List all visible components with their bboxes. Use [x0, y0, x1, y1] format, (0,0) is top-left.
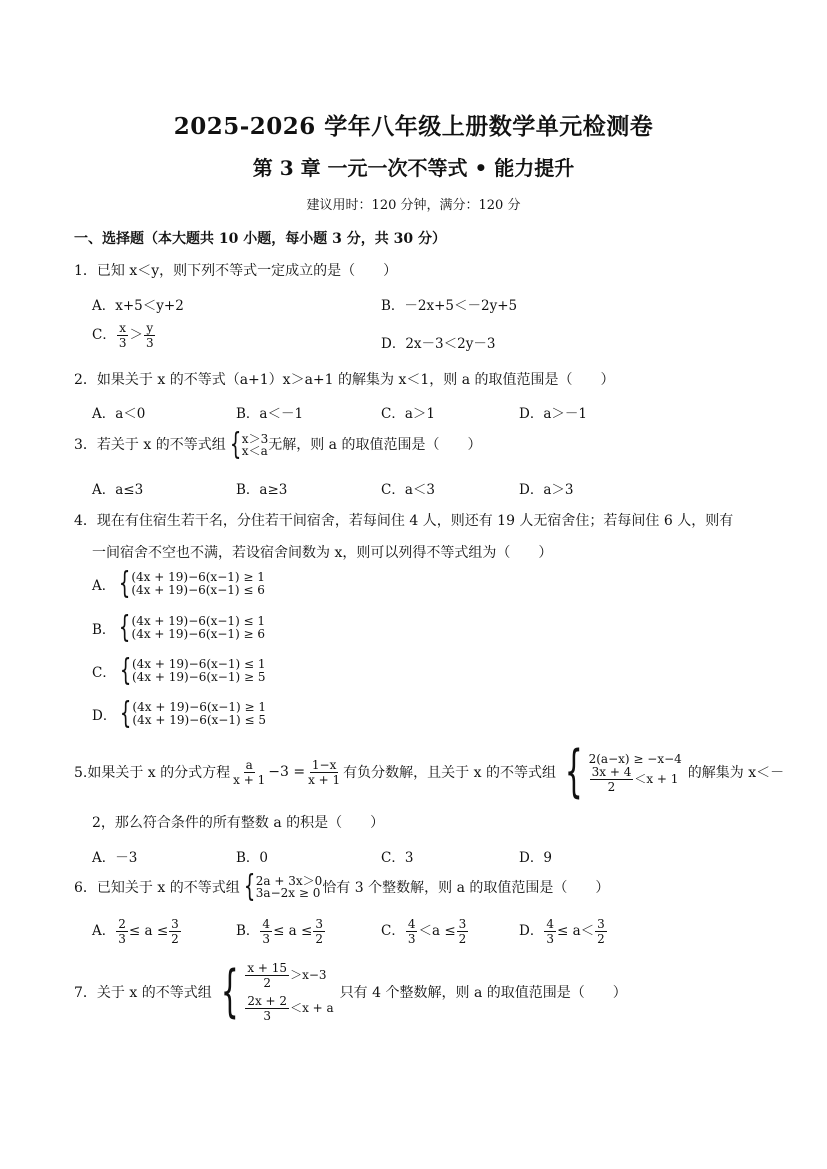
q4-option-c: C． { (4x + 19)−6(x−1) ≤ 1 (4x + 19)−6(x−1) ≥ 5	[92, 653, 266, 688]
question-1-stem: 1．已知 x＜y，则下列不等式一定成立的是（ ）	[74, 263, 398, 279]
question-3-stem: 3．若关于 x 的不等式组 { x＞3 x＜a 无解，则 a 的取值范围是（ ）	[74, 427, 482, 462]
q6-option-a: A． $\frac{2}{3}$ ≤ a ≤ $\frac{3}{2}$	[92, 917, 179, 946]
q2-option-d: D．a＞－1	[519, 406, 587, 422]
q1-option-c: C． $\frac{x}{3}$ ＞ $\frac{y}{3}$	[92, 321, 154, 350]
q4-option-b: B． { (4x + 19)−6(x−1) ≤ 1 (4x + 19)−6(x−1) ≥ 6	[92, 610, 266, 645]
q1-option-b: B．－2x+5＜－2y+5	[381, 298, 518, 314]
question-7-stem: 7．关于 x 的不等式组 { $\frac{x + 15}{2}$ ＞x−3 $\frac{2x + 2}{3}$ ＜x + a 只有 4 个整数解，则 a 的取值范围是（ ）	[74, 959, 627, 1024]
question-5-stem-line2: 2，那么符合条件的所有整数 a 的积是（ ）	[92, 815, 385, 831]
q1-option-a: A．x+5＜y+2	[92, 298, 184, 314]
question-5-stem: 5.如果关于 x 的分式方程 $\frac{a}{x + 1}$ −3 = $\frac{1-x}{x + 1}$ 有负分数解，且关于 x 的不等式组 { 2(a−x) ≥ −x−4 $\frac{3x + 4}{2}$ ＜x + 1 的解集为 x＜－	[74, 739, 785, 804]
q3-option-d: D．a＞3	[519, 482, 574, 498]
q5-option-b: B．0	[236, 850, 269, 866]
section-heading: 一、选择题（本大题共 10 小题，每小题 3 分，共 30 分）	[74, 231, 446, 247]
page-subtitle: 第 3 章 一元一次不等式 • 能力提升	[252, 156, 575, 180]
question-6-stem: 6．已知关于 x 的不等式组 { 2a + 3x＞0 3a−2x ≥ 0 恰有 3 个整数解，则 a 的取值范围是（ ）	[74, 869, 610, 904]
q4-option-d: D． { (4x + 19)−6(x−1) ≥ 1 (4x + 19)−6(x−1) ≤ 5	[92, 696, 266, 731]
q5-option-a: A．－3	[92, 850, 138, 866]
q6-option-c: C． $\frac{4}{3}$ ＜a ≤ $\frac{3}{2}$	[381, 917, 467, 946]
q2-option-a: A．a＜0	[92, 406, 146, 422]
q4-option-a: A． { (4x + 19)−6(x−1) ≥ 1 (4x + 19)−6(x−1) ≤ 6	[92, 566, 265, 601]
question-4-stem-line1: 4．现在有住宿生若干名，分住若干间宿舍，若每间住 4 人，则还有 19 人无宿舍住；若每间住 6 人，则有	[74, 513, 734, 529]
question-4-stem-line2: 一间宿舍不空也不满，若设宿舍间数为 x，则可以列得不等式组为（ ）	[92, 545, 553, 561]
q1-option-d: D．2x－3＜2y－3	[381, 336, 496, 352]
q3-option-c: C．a＜3	[381, 482, 435, 498]
exam-meta: 建议用时：120 分钟，满分：120 分	[306, 198, 521, 213]
q6-option-b: B． $\frac{4}{3}$ ≤ a ≤ $\frac{3}{2}$	[236, 917, 323, 946]
page-title: 2025-2026 学年八年级上册数学单元检测卷	[173, 113, 654, 140]
q5-option-c: C．3	[381, 850, 414, 866]
q5-option-d: D．9	[519, 850, 552, 866]
q2-option-b: B．a＜－1	[236, 406, 304, 422]
q2-option-c: C．a＞1	[381, 406, 435, 422]
question-2-stem: 2．如果关于 x 的不等式（a+1）x＞a+1 的解集为 x＜1，则 a 的取值范围是（ ）	[74, 372, 615, 388]
q3-option-a: A．a≤3	[92, 482, 144, 498]
q6-option-d: D． $\frac{4}{3}$ ≤ a＜ $\frac{3}{2}$	[519, 917, 605, 946]
q3-option-b: B．a≥3	[236, 482, 288, 498]
q3-system: { x＞3 x＜a	[229, 427, 269, 462]
